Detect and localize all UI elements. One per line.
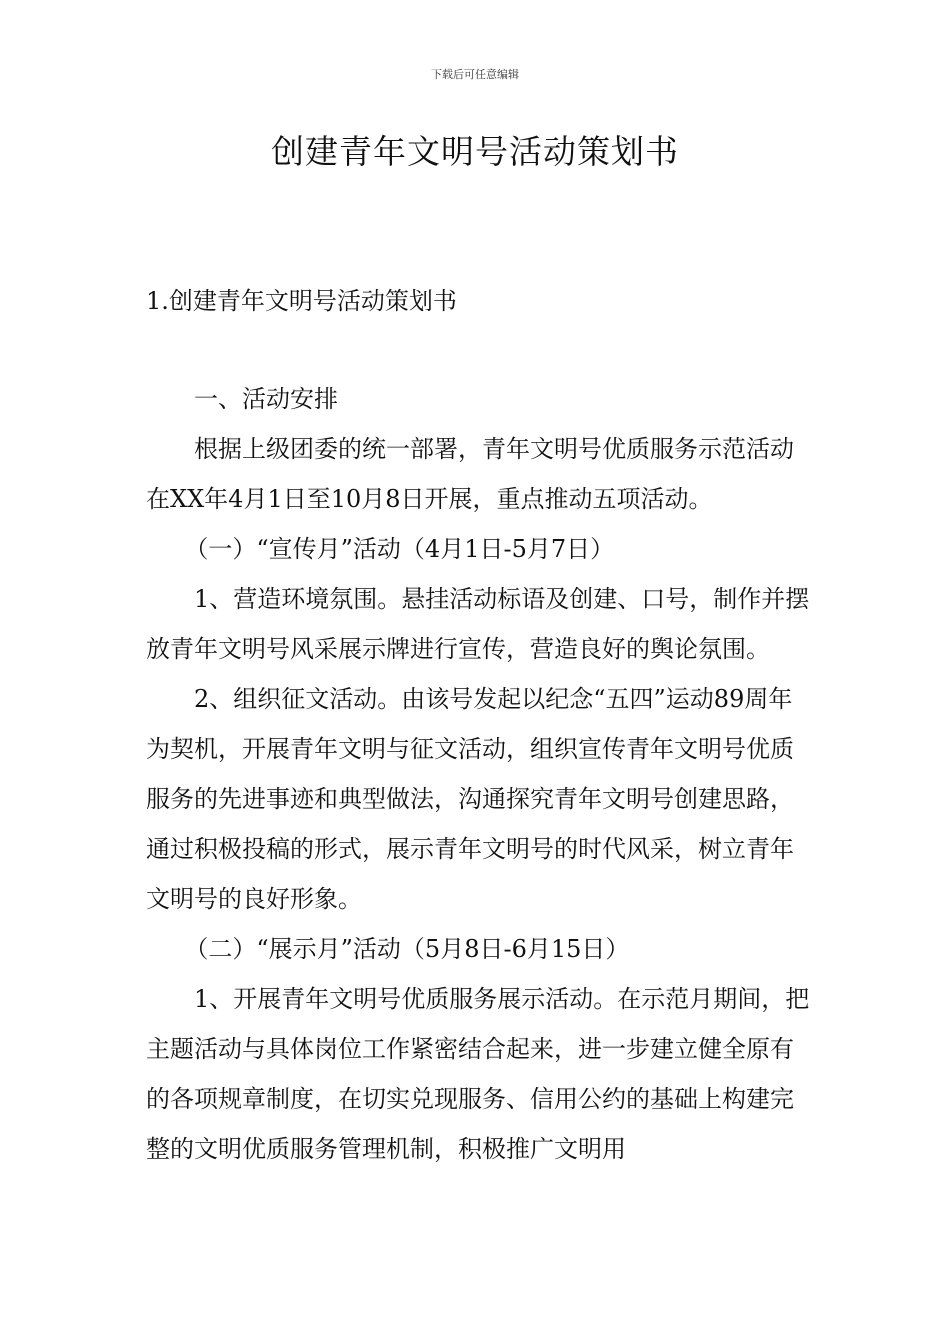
paragraph: 1、开展青年文明号优质服务展示活动。在示范月期间，把主题活动与具体岗位工作紧密结合起来，进一步建立健全原有的各项规章制度，在切实兑现服务、信用公约的基础上构建完整的文明优质服务管理机制，积极推广文明用 bbox=[146, 985, 810, 1163]
header-note: 下载后可任意编辑 bbox=[431, 68, 519, 81]
document-title: 创建青年文明号活动策划书 bbox=[271, 132, 679, 171]
paragraph: 2、组织征文活动。由该号发起以纪念“五四”运动89周年为契机，开展青年文明与征文活动，组织宣传青年文明号优质服务的先进事迹和典型做法，沟通探究青年文明号创建思路，通过积极投稿的形式，展示青年文明号的时代风采，树立青年文明号的良好形象。 bbox=[146, 685, 794, 913]
section-heading: 1.创建青年文明号活动策划书 bbox=[146, 287, 457, 315]
paragraph: 根据上级团委的统一部署，青年文明号优质服务示范活动在XX年4月1日至10月8日开展，重点推动五项活动。 bbox=[146, 435, 794, 513]
subheading-showcase-month: （二）“展示月”活动（5月8日-6月15日） bbox=[184, 935, 630, 963]
heading-activity-arrangement: 一、活动安排 bbox=[194, 385, 338, 413]
document-body bbox=[146, 374, 810, 1174]
subheading-publicity-month: （一）“宣传月”活动（4月1日-5月7日） bbox=[184, 535, 615, 563]
paragraph: 1、营造环境氛围。悬挂活动标语及创建、口号，制作并摆放青年文明号风采展示牌进行宣传，营造良好的舆论氛围。 bbox=[146, 585, 810, 663]
